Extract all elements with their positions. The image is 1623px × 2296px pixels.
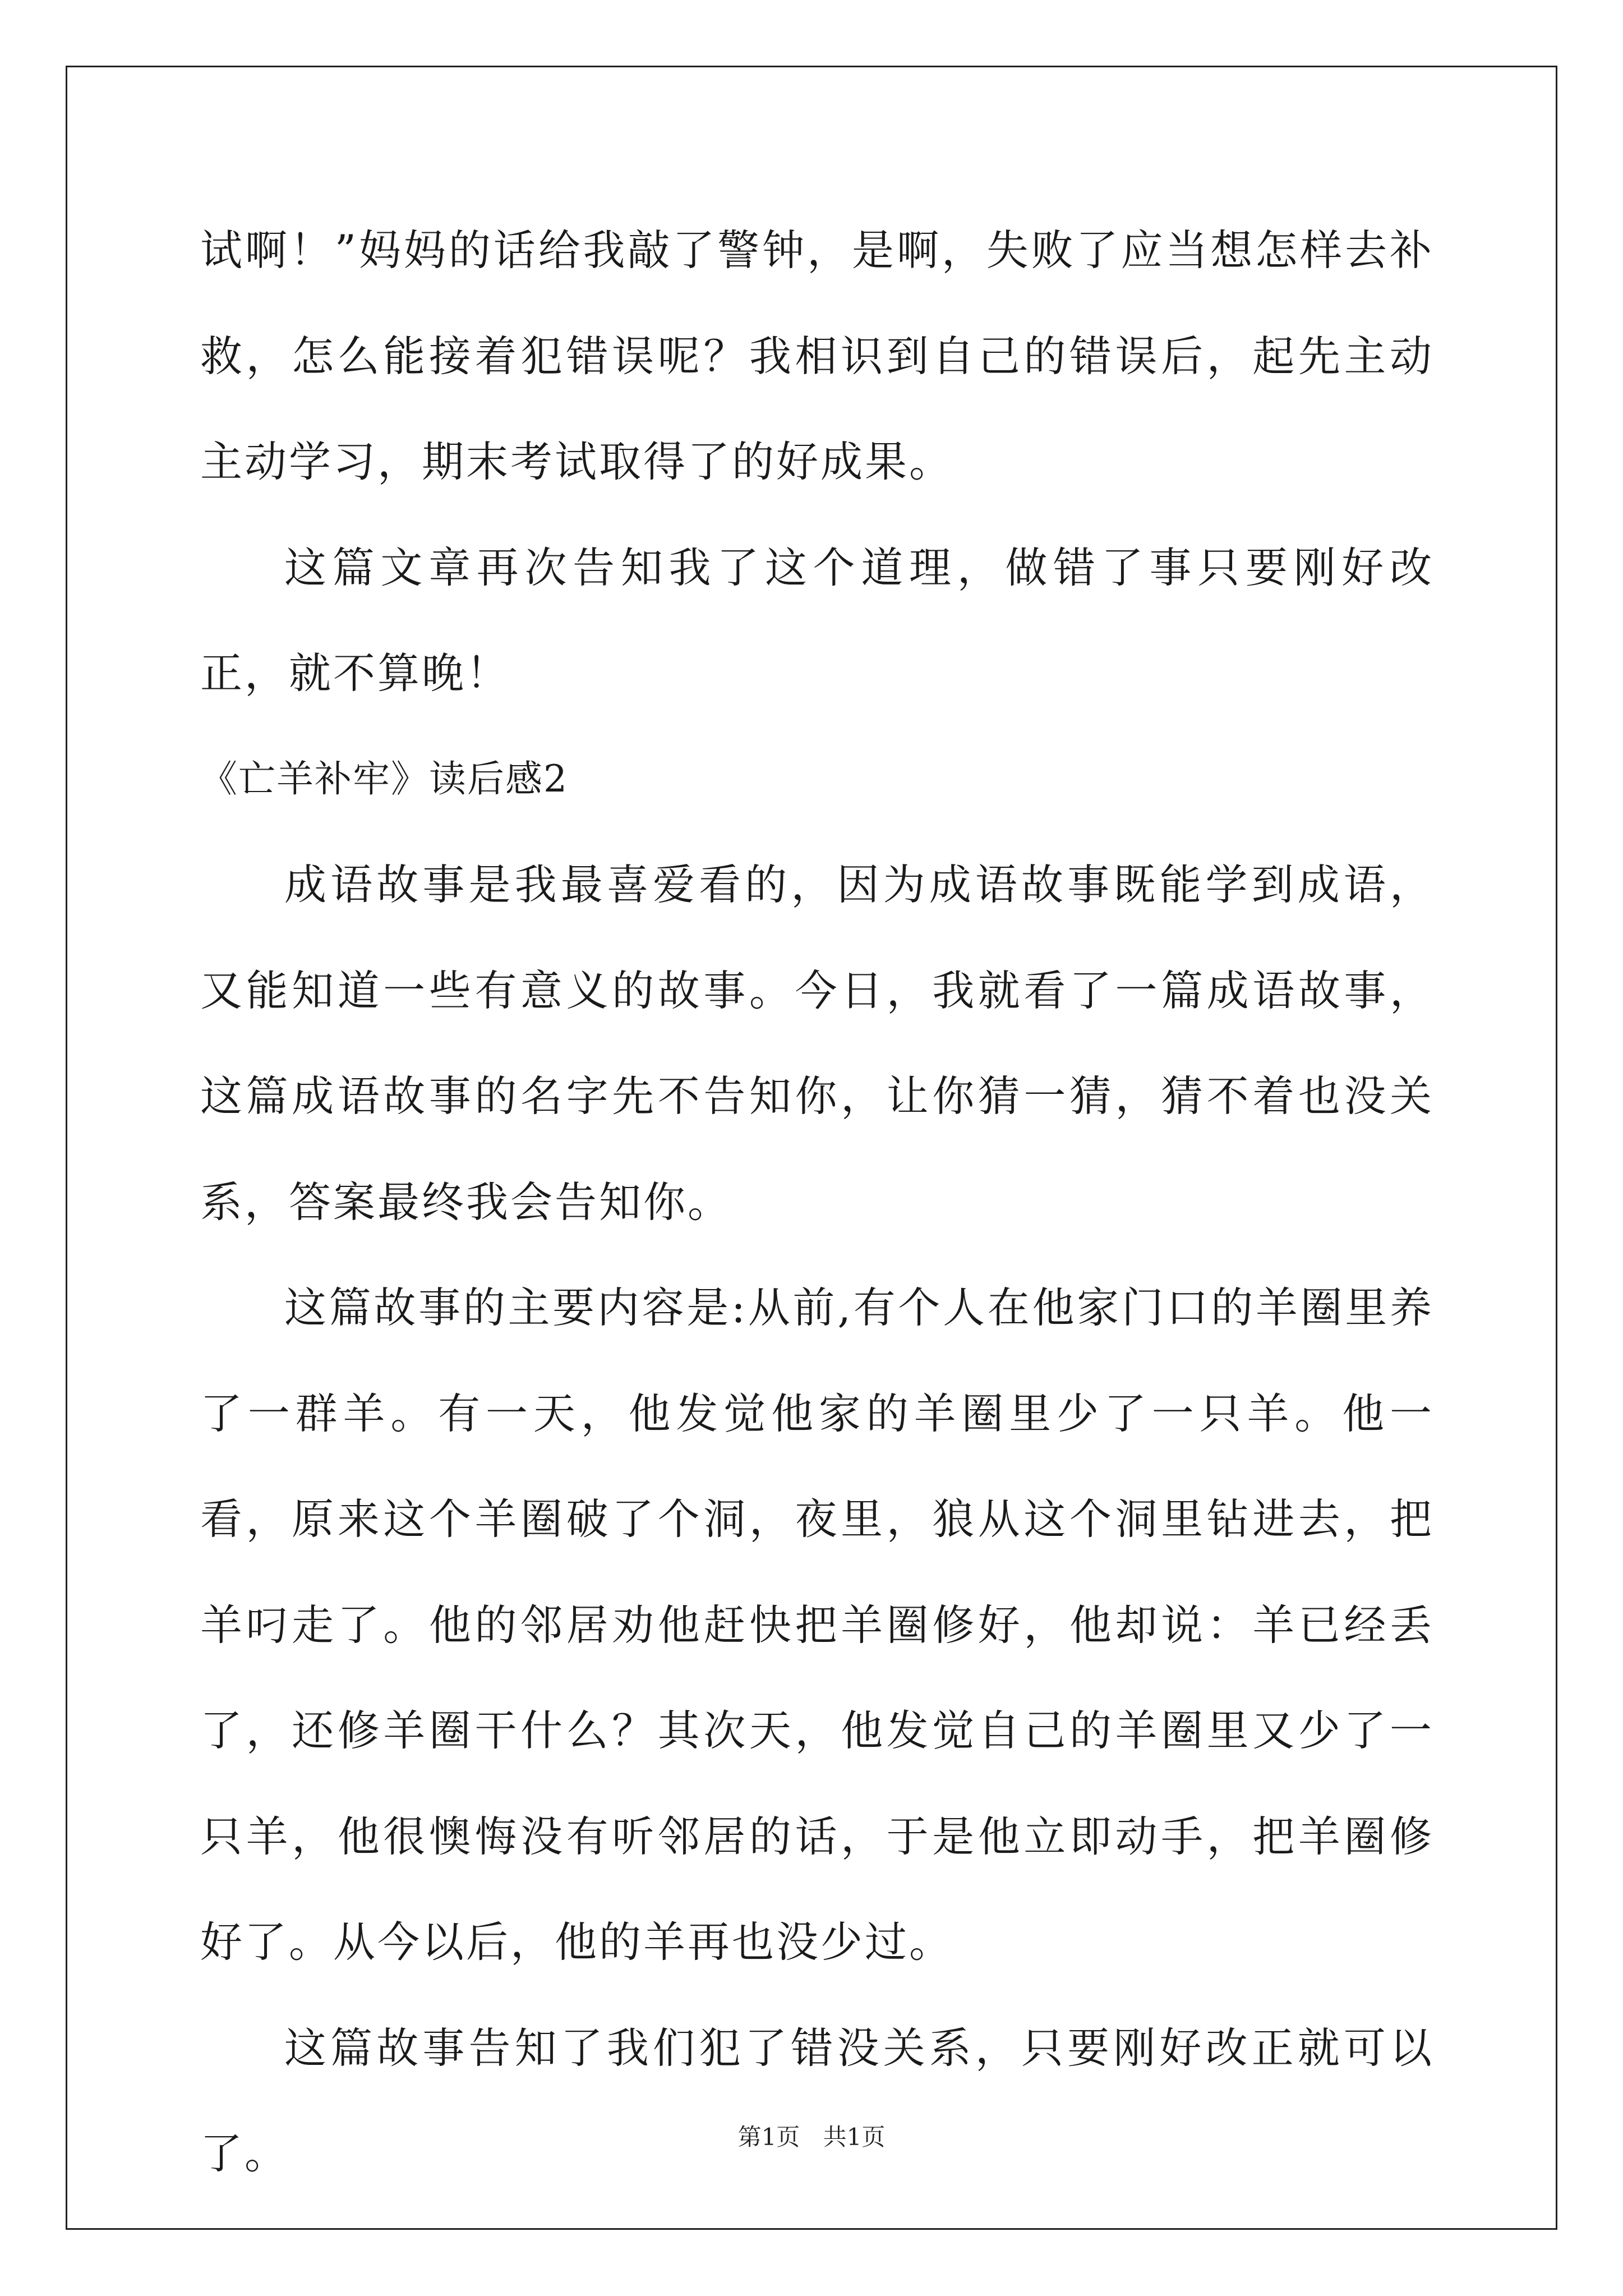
page-number: 第1页	[737, 2123, 800, 2151]
paragraph-4: 这篇故事的主要内容是:从前,有个人在他家门口的羊圈里养了一群羊。有一天，他发觉他家的羊圈里少了一只羊。他一看，原来这个羊圈破了个洞，夜里，狼从这个洞里钻进去，把羊叼走了。他的邻居劝他赶快把羊圈修好，他却说：羊已经丢了，还修羊圈干什么？其次天，他发觉自己的羊圈里又少了一只羊，他很懊悔没有听邻居的话，于是他立即动手，把羊圈修好了。从今以后，他的羊再也没少过。	[200, 1283, 1434, 1967]
page-footer	[0, 2120, 1623, 2154]
paragraph-3: 成语故事是我最喜爱看的，因为成语故事既能学到成语，又能知道一些有意义的故事。今日，我就看了一篇成语故事，这篇成语故事的名字先不告知你，让你猜一猜，猜不着也没关系，答案最终我会告知你。	[200, 860, 1434, 1227]
paragraph-5: 这篇故事告知了我们犯了错没关系，只要刚好改正就可以了。	[200, 2023, 1434, 2178]
section-heading: 《亡羊补牢》读后感2	[200, 757, 568, 800]
page-total: 共1页	[823, 2123, 886, 2151]
paragraph-2: 这篇文章再次告知我了这个道理，做错了事只要刚好改正，就不算晚！	[200, 542, 1434, 698]
document-body	[200, 197, 1434, 2207]
paragraph-1: 试啊！”妈妈的话给我敲了警钟，是啊，失败了应当想怎样去补救，怎么能接着犯错误呢？我相识到自己的错误后，起先主动主动学习，期末考试取得了的好成果。	[200, 226, 1434, 486]
